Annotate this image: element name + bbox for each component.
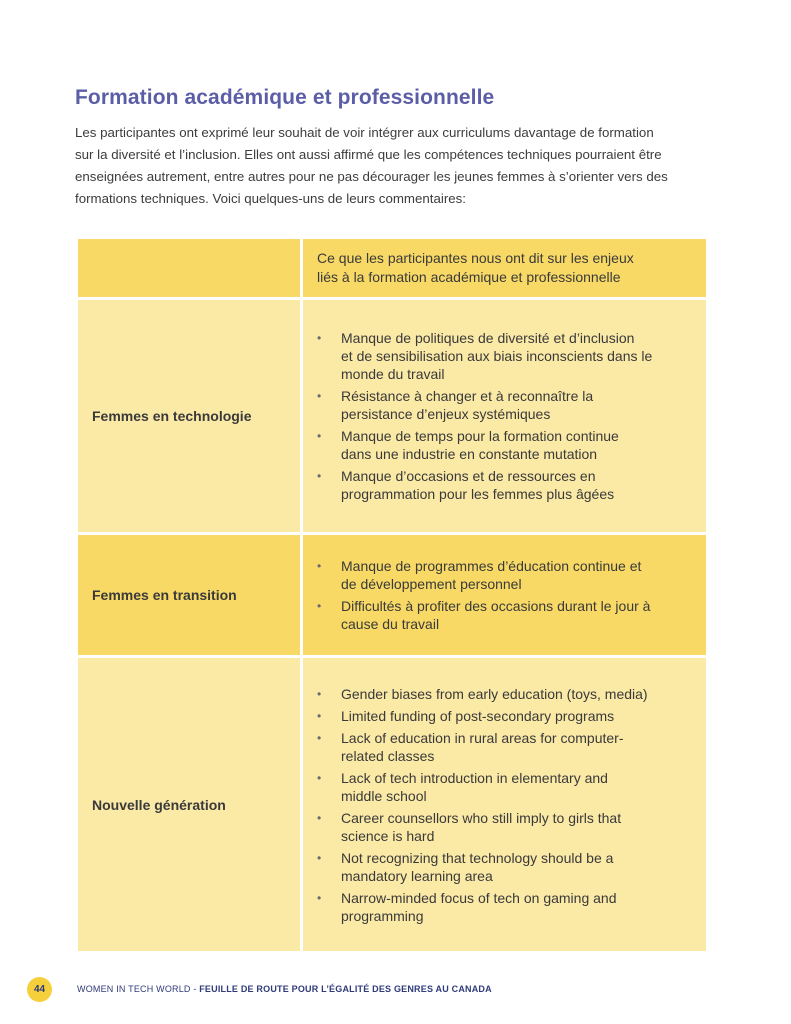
bullet-dot-icon: • — [317, 890, 322, 905]
bullet-item — [317, 597, 698, 633]
page-number: 44 — [33, 983, 46, 995]
bullet-text-line: programming — [341, 907, 424, 924]
bullet-list — [303, 685, 706, 925]
bullet-dot-icon: • — [317, 599, 322, 613]
header-line: Ce que les participantes nous ont dit sur les enjeux — [317, 250, 634, 266]
row-label: Femmes en technologie — [77, 299, 302, 534]
bullet-dot-icon: • — [317, 559, 322, 573]
footer-brand: WOMEN IN TECH WORLD - — [77, 984, 200, 994]
bullet-text-line: de développement personnel — [341, 576, 522, 592]
table-row — [77, 534, 708, 657]
page-footer — [27, 976, 492, 1002]
bullet-text-line: Lack of tech introduction in elementary and — [341, 769, 608, 786]
feedback-table — [75, 236, 709, 954]
bullet-text-line: Manque de temps pour la formation continue — [341, 428, 619, 444]
bullet-text-line: programmation pour les femmes plus âgées — [341, 486, 615, 502]
bullet-text-line: Narrow-minded focus of tech on gaming and — [341, 889, 617, 906]
bullet-dot-icon: • — [317, 810, 322, 825]
bullet-text-line: Gender biases from early education (toys, media) — [341, 685, 648, 702]
row-content — [302, 534, 708, 657]
bullet-text-line: Not recognizing that technology should be a — [341, 849, 614, 866]
bullet-item — [317, 769, 698, 805]
bullet-dot-icon: • — [317, 770, 322, 785]
intro-line: Les participantes ont exprimé leur souhait de voir intégrer aux curriculums davantage de formation — [75, 125, 654, 140]
bullet-item — [317, 467, 698, 503]
bullet-list — [303, 329, 706, 503]
bullet-item — [317, 685, 698, 703]
bullet-text-line: et de sensibilisation aux biais inconscients dans le — [341, 348, 653, 364]
bullet-text-line: mandatory learning area — [341, 867, 493, 884]
row-content — [302, 299, 708, 534]
page-number-badge — [27, 977, 52, 1002]
bullet-item — [317, 809, 698, 845]
bullet-dot-icon: • — [317, 708, 322, 723]
bullet-item — [317, 427, 698, 463]
bullet-item — [317, 387, 698, 423]
bullet-text-line: monde du travail — [341, 366, 445, 382]
bullet-text-line: Manque d’occasions et de ressources en — [341, 468, 596, 484]
bullet-dot-icon: • — [317, 850, 322, 865]
bullet-text-line: persistance d’enjeux systémiques — [341, 406, 551, 422]
bullet-item — [317, 557, 698, 593]
bullet-list — [303, 557, 706, 633]
table-row — [77, 657, 708, 953]
intro-line: sur la diversité et l’inclusion. Elles ont aussi affirmé que les compétences techniques pourraient être — [75, 147, 662, 162]
row-label: Nouvelle génération — [77, 657, 302, 953]
bullet-item — [317, 889, 698, 925]
bullet-dot-icon: • — [317, 469, 322, 483]
bullet-text-line: Manque de politiques de diversité et d’inclusion — [341, 330, 635, 346]
bullet-text-line: Lack of education in rural areas for computer- — [341, 729, 624, 746]
table-row — [77, 299, 708, 534]
intro-line: formations techniques. Voici quelques-uns de leurs commentaires: — [75, 191, 466, 206]
bullet-text-line: dans une industrie en constante mutation — [341, 446, 598, 462]
bullet-text-line: Career counsellors who still imply to girls that — [341, 809, 622, 826]
row-content — [302, 657, 708, 953]
bullet-text-line: science is hard — [341, 827, 435, 844]
bullet-item — [317, 707, 698, 725]
row-label: Femmes en transition — [77, 534, 302, 657]
footer-text — [77, 984, 492, 994]
bullet-text-line: Manque de programmes d’éducation continue et — [341, 558, 642, 574]
bullet-dot-icon: • — [317, 686, 322, 701]
bullet-dot-icon: • — [317, 331, 322, 345]
bullet-text-line: related classes — [341, 747, 435, 764]
footer-subtitle: FEUILLE DE ROUTE POUR L’ÉGALITÉ DES GENRES AU CANADA — [199, 984, 492, 994]
bullet-text-line: cause du travail — [341, 616, 440, 632]
header-empty-cell — [77, 238, 302, 299]
intro-line: enseignées autrement, entre autres pour ne pas décourager les jeunes femmes à s’orienter vers des — [75, 169, 668, 184]
intro-paragraph — [75, 122, 725, 210]
bullet-text-line: middle school — [341, 787, 427, 804]
bullet-item — [317, 329, 698, 383]
bullet-dot-icon: • — [317, 429, 322, 443]
table-header-row — [77, 238, 708, 299]
header-cell — [302, 238, 708, 299]
bullet-text-line: Difficultés à profiter des occasions durant le jour à — [341, 598, 651, 614]
bullet-dot-icon: • — [317, 389, 322, 403]
header-line: liés à la formation académique et professionnelle — [317, 269, 621, 285]
bullet-text-line: Limited funding of post-secondary programs — [341, 707, 615, 724]
bullet-item — [317, 729, 698, 765]
bullet-item — [317, 849, 698, 885]
section-title: Formation académique et professionnelle — [75, 86, 495, 110]
bullet-text-line: Résistance à changer et à reconnaître la — [341, 388, 594, 404]
bullet-dot-icon: • — [317, 730, 322, 745]
